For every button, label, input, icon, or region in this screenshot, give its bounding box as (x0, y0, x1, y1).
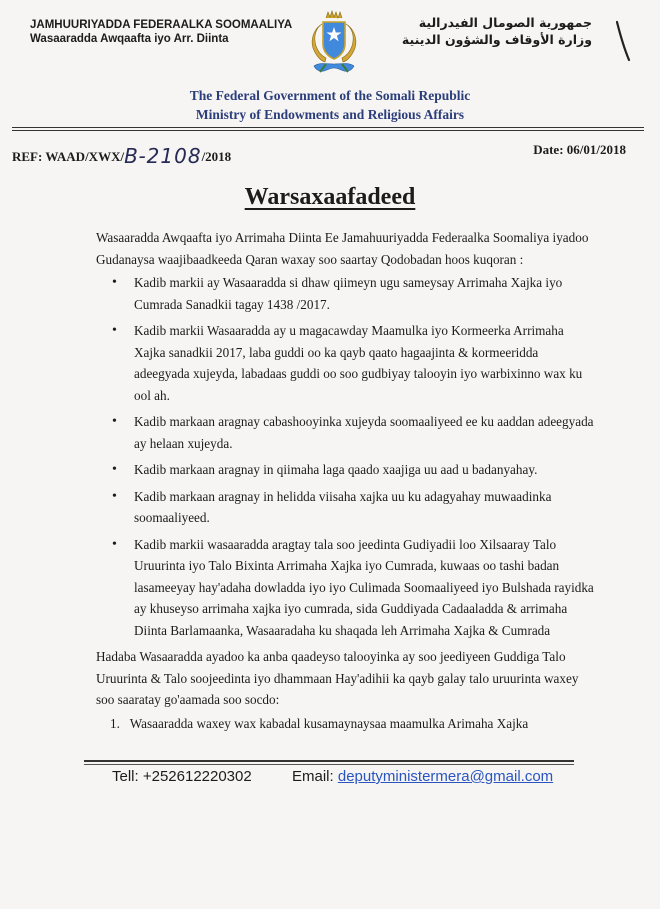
bullet-list (96, 272, 596, 641)
bullet-item: • Kadib markaan aragnay cabashooyinka xujeyda soomaaliyeed ee ku aaddan adeegyada ay helaan xujeyda. (96, 411, 596, 454)
bullet-item: • Kadib markii wasaaradda aragtay tala soo jeedinta Gudiyadii loo Xilsaaray Talo Uruurinta iyo Talo Bixinta Arrimaha Xajka iyo Cumrada, kuwaas oo tashi badan lasameeyay hay'adaha dowladda iyo iyo Culimada Soomaaliyeed iyo Bulshada rayidka ay khuseyso arrimaha xajka iyo cumrada, sida Guddiyada Cadaaladda & arrimaha Diinta Barlamaanka, Wasaaradaha ku shaqada leh Arrimaha Xajka & Cumrada (96, 534, 596, 642)
header-divider (12, 127, 644, 128)
document-title: Warsaxaafadeed (244, 184, 416, 210)
letter-body (96, 227, 596, 734)
footer-email (292, 768, 553, 785)
email-link[interactable]: deputyministermera@gmail.com (337, 768, 554, 785)
intro-paragraph: Wasaaradda Awqaafta iyo Arrimaha Diinta Ee Jamahuuriyadda Federaalka Soomaliya iyadoo Gudanaysa waajibaadkeeda Qaran waxay soo saartay Qodobadan hoos kuqoran : (96, 230, 589, 267)
bullet-item: • Kadib markaan aragnay in qiimaha laga qaado xaajiga uu aad u badanyahay. (96, 459, 596, 481)
letter-date: Date: 06/01/2018 (533, 142, 626, 157)
arabic-republic-name: جمهورية الصومال الفيدرالية (418, 15, 592, 30)
numbered-item (96, 713, 596, 735)
arabic-ministry-name: وزارة الأوقاف والشؤون الدينية (401, 32, 592, 47)
somali-letterhead (30, 18, 292, 46)
reference-prefix: REF: WAAD/XWX/ (12, 149, 125, 164)
english-government-name: The Federal Government of the Somali Republic (189, 88, 471, 103)
english-ministry-name: Ministry of Endowments and Religious Affairs (195, 107, 465, 122)
footer-divider-second (84, 764, 574, 765)
bullet-item: • Kadib markii ay Wasaaradda si dhaw qiimeyn ugu sameysay Arrimaha Xajka iyo Cumrada Sanadkii tagay 1438 /2017. (96, 272, 596, 315)
bullet-item: • Kadib markii Wasaaradda ay u magacawday Maamulka iyo Kormeerka Arrimaha Xajka sanadkii 2017, laba guddi oo ka qayb qaato hagaajinta & kormeeridda adeegyada xujeyda, labadaas guddi oo soo gudbiyay talooyin iyo warbixinno wax ku ool ah. (96, 320, 596, 406)
header-divider-second (12, 130, 644, 131)
somali-republic-name: JAMHUURIYADDA FEDERAALKA SOOMAALIYA (30, 19, 293, 31)
arabic-letterhead (402, 14, 592, 48)
numbered-list (96, 713, 596, 735)
pen-mark-icon (614, 20, 632, 62)
item-text: Wasaaradda waxey wax kabadal kusamaynaysaa maamulka Arimaha Xajka (129, 715, 529, 731)
item-number: 1. (110, 715, 120, 731)
email-label: Email: (292, 768, 334, 785)
reference-number (12, 142, 231, 166)
reference-suffix: /2018 (201, 149, 232, 164)
bullet-item: • Kadib markaan aragnay in helidda viisaha xajka uu ku adagyahay muwaadinka soomaaliyeed. (96, 486, 596, 529)
footer-divider (84, 760, 574, 762)
footer-phone: Tell: +252612220302 (112, 768, 252, 785)
conclusion-paragraph: Hadaba Wasaaradda ayadoo ka anba qaadeyso talooyinka ay soo jeediyeen Guddiga Talo Uruurinta & Talo soojeedinta iyo dhammaan Hay'adihii ka qayb galay talo uruurinta waxey soo saaratay go'aamada soo socdo: (96, 649, 579, 707)
somali-coat-of-arms-icon (306, 10, 362, 80)
somali-ministry-name: Wasaaradda Awqaafta iyo Arr. Diinta (30, 33, 229, 45)
handwritten-reference: B-2108 (124, 144, 202, 168)
